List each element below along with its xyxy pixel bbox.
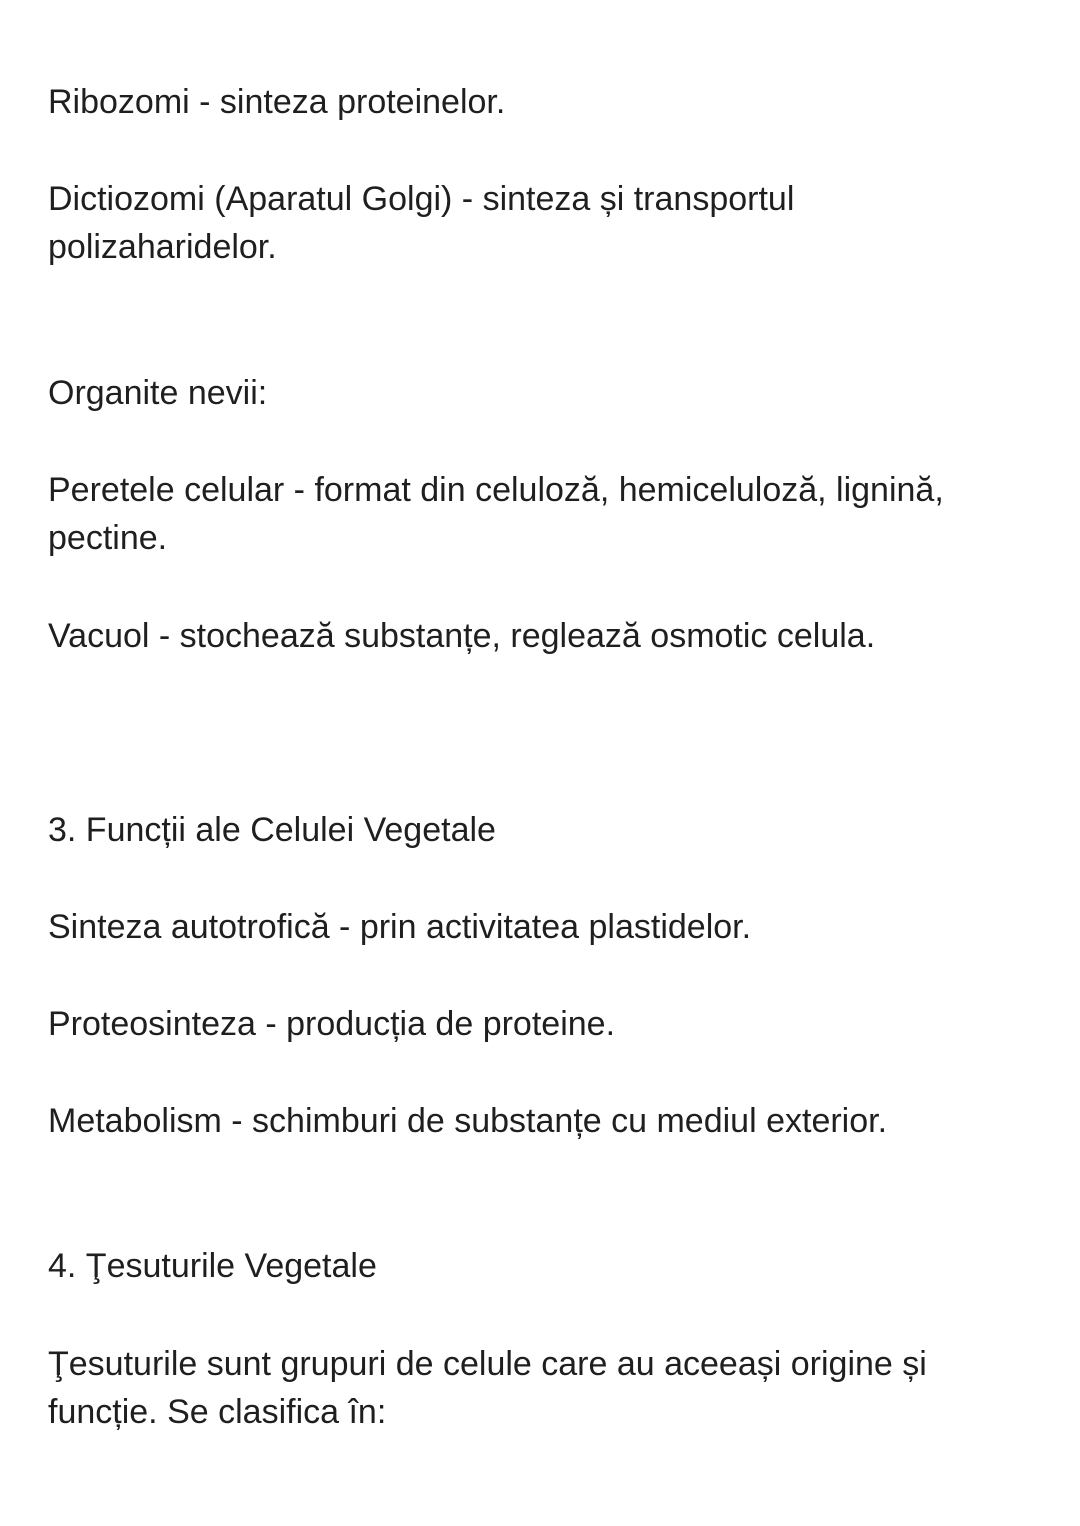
paragraph-metabolism: Metabolism - schimburi de substanțe cu mediul exterior. bbox=[48, 1102, 888, 1140]
heading-organite-nevii: Organite nevii: bbox=[48, 374, 268, 412]
paragraph-peretele-celular: Peretele celular - format din celuloză, hemiceluloză, lignină, pectine. bbox=[48, 471, 944, 557]
paragraph-dictiozomi: Dictiozomi (Aparatul Golgi) - sinteza și transportul polizaharidelor. bbox=[48, 180, 795, 266]
paragraph-sinteza-autotrofica: Sinteza autotrofică - prin activitatea plastidelor. bbox=[48, 908, 752, 946]
paragraph-ribozomi: Ribozomi - sinteza proteinelor. bbox=[48, 83, 506, 121]
paragraph-tesuturile-definitie: Ţesuturile sunt grupuri de celule care au aceeași origine și funcție. Se clasifica în: bbox=[48, 1345, 927, 1431]
paragraph-vacuol: Vacuol - stochează substanțe, reglează osmotic celula. bbox=[48, 617, 876, 655]
heading-functii-celulei-vegetale: 3. Funcții ale Celulei Vegetale bbox=[48, 811, 496, 849]
paragraph-proteosinteza: Proteosinteza - producția de proteine. bbox=[48, 1005, 616, 1043]
heading-tesuturile-vegetale: 4. Ţesuturile Vegetale bbox=[48, 1247, 377, 1285]
